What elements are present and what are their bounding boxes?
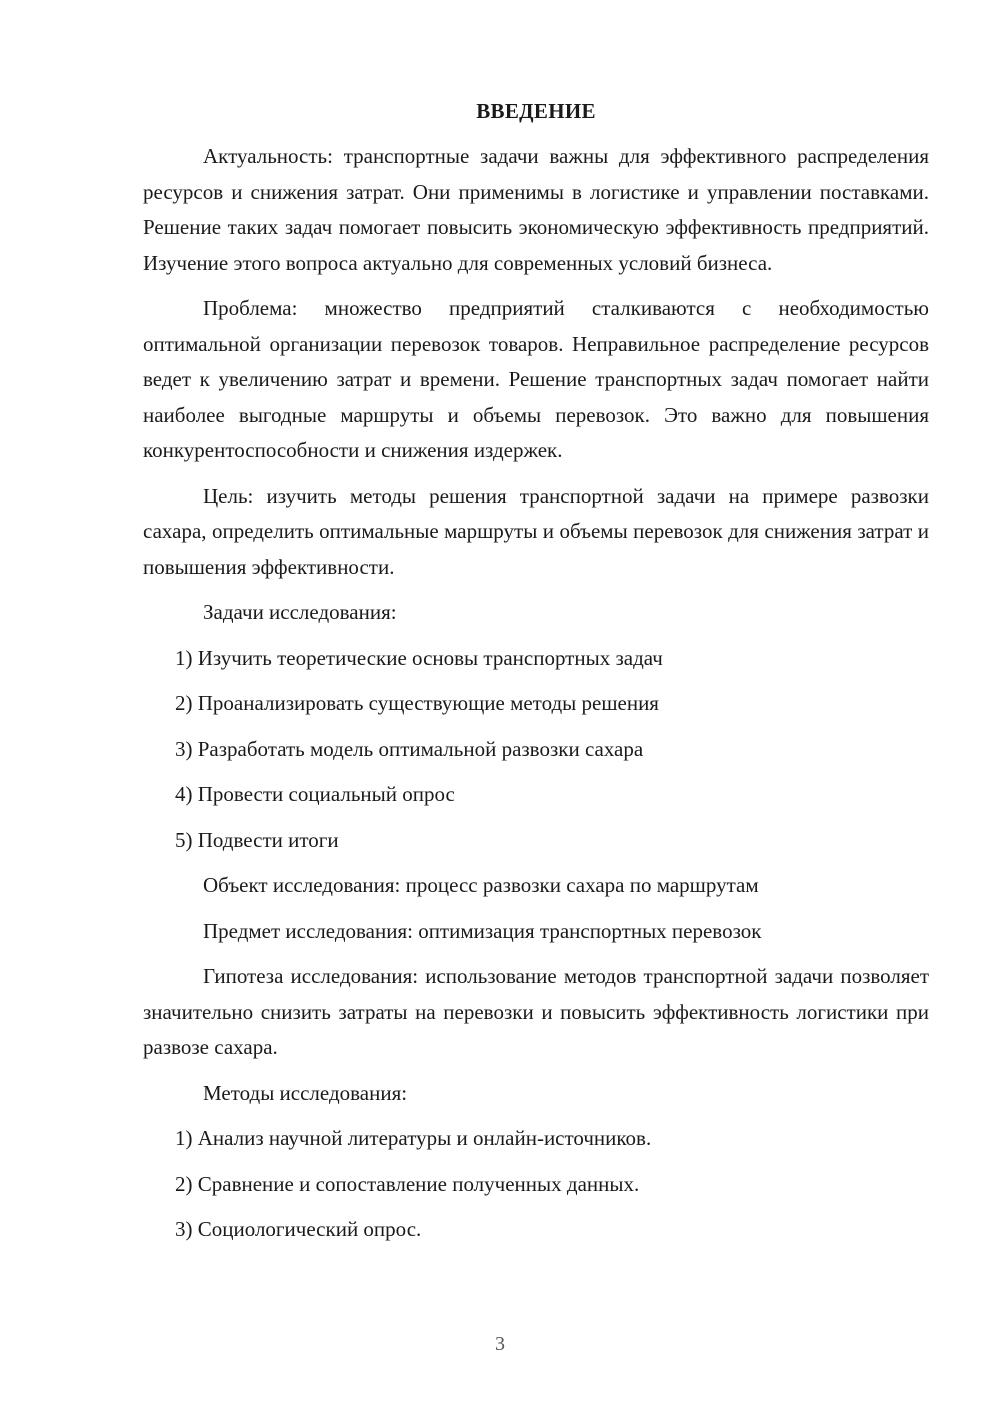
hypothesis-paragraph: Гипотеза исследования: использование методов транспортной задачи позволяет значительно снизить затраты на перевозки и повысить эффективность логистики при развозе сахара. xyxy=(143,964,929,1059)
list-item: 5) Подвести итоги xyxy=(175,827,339,852)
relevance-paragraph: Актуальность: транспортные задачи важны для эффективного распределения ресурсов и снижения затрат. Они применимы в логистике и управлении поставками. Решение таких задач помогает повысить экономическую эффективность предприятий. Изучение этого вопроса актуально для современных условий бизнеса. xyxy=(143,144,929,275)
tasks-heading: Задачи исследования: xyxy=(203,600,397,624)
methods-list xyxy=(143,1121,929,1248)
document-page xyxy=(143,95,929,1258)
object-line: Объект исследования: процесс развозки сахара по маршрутам xyxy=(203,873,759,897)
section-title: ВВЕДЕНИЕ xyxy=(476,99,596,123)
list-item: 3) Разработать модель оптимальной развозки сахара xyxy=(175,736,644,761)
list-item: 2) Проанализировать существующие методы решения xyxy=(175,691,659,715)
list-item: 4) Провести социальный опрос xyxy=(175,782,455,806)
list-item: 1) Изучить теоретические основы транспортных задач xyxy=(175,645,663,670)
goal-paragraph: Цель: изучить методы решения транспортной задачи на примере развозки сахара, определить оптимальные маршруты и объемы перевозок для снижения затрат и повышения эффективности. xyxy=(143,483,929,579)
list-item: 3) Социологический опрос. xyxy=(175,1217,422,1241)
methods-heading: Методы исследования: xyxy=(203,1080,408,1105)
list-item: 2) Сравнение и сопоставление полученных данных. xyxy=(175,1171,640,1196)
tasks-list xyxy=(143,641,929,859)
problem-paragraph: Проблема: множество предприятий сталкиваются с необходимостью оптимальной организации перевозок товаров. Неправильное распределение ресурсов ведет к увеличению затрат и времени. Решение транспортных задач помогает найти наиболее выгодные маршруты и объемы перевозок. Это важно для повышения конкурентоспособности и снижения издержек. xyxy=(143,296,929,462)
list-item: 1) Анализ научной литературы и онлайн-источников. xyxy=(175,1126,652,1150)
subject-line: Предмет исследования: оптимизация транспортных перевозок xyxy=(203,918,762,943)
page-number: 3 xyxy=(495,1333,505,1355)
